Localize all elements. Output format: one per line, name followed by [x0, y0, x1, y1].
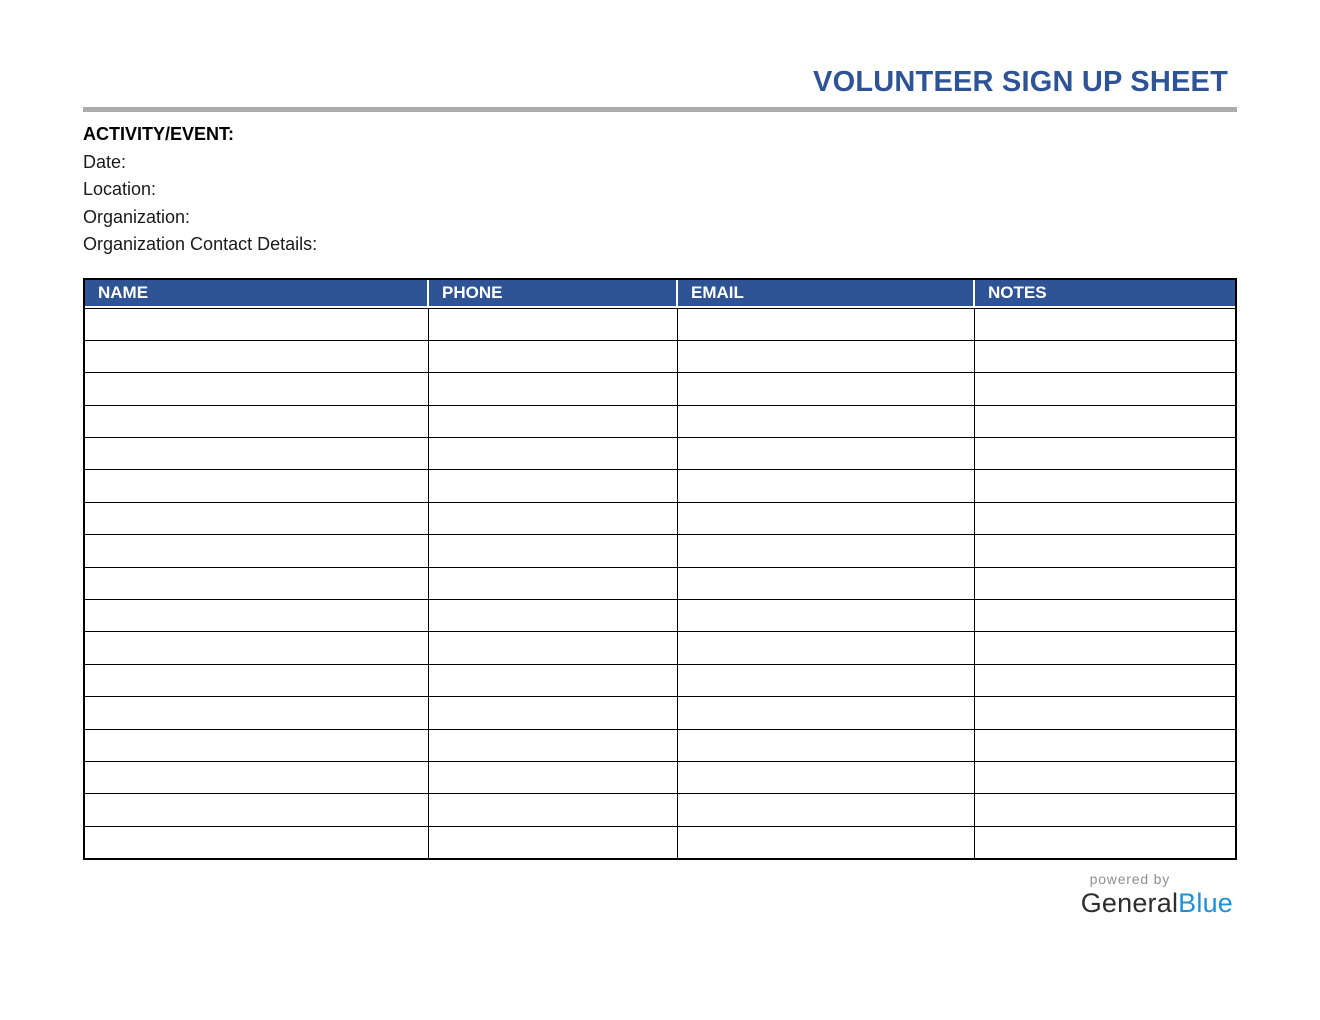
table-cell[interactable]: [85, 631, 429, 663]
table-cell[interactable]: [429, 502, 678, 534]
powered-by-text: powered by: [1089, 871, 1170, 888]
table-cell[interactable]: [678, 567, 975, 599]
column-header-name: NAME: [85, 280, 429, 308]
title-divider: [83, 107, 1237, 112]
table-row: [85, 761, 1235, 793]
table-cell[interactable]: [975, 567, 1235, 599]
table-cell[interactable]: [429, 664, 678, 696]
table-cell[interactable]: [678, 502, 975, 534]
table-cell[interactable]: [85, 372, 429, 404]
table-cell[interactable]: [429, 793, 678, 825]
table-row: [85, 631, 1235, 663]
date-label: Date:: [83, 151, 127, 172]
table-row: [85, 469, 1235, 501]
table-cell[interactable]: [975, 372, 1235, 404]
table-cell[interactable]: [429, 469, 678, 501]
table-cell[interactable]: [429, 340, 678, 372]
table-cell[interactable]: [85, 534, 429, 566]
table-cell[interactable]: [85, 340, 429, 372]
table-cell[interactable]: [429, 567, 678, 599]
table-cell[interactable]: [678, 308, 975, 340]
table-cell[interactable]: [678, 534, 975, 566]
table-cell[interactable]: [85, 793, 429, 825]
table-row: [85, 826, 1235, 858]
table-row: [85, 664, 1235, 696]
table-cell[interactable]: [85, 729, 429, 761]
table-cell[interactable]: [975, 793, 1235, 825]
table-cell[interactable]: [429, 372, 678, 404]
table-cell[interactable]: [975, 631, 1235, 663]
table-cell[interactable]: [678, 696, 975, 728]
header-row: [85, 280, 1235, 308]
table-cell[interactable]: [678, 761, 975, 793]
table-cell[interactable]: [975, 502, 1235, 534]
table-row: [85, 599, 1235, 631]
footer: [83, 871, 1237, 919]
info-block: [83, 121, 1237, 259]
table-cell[interactable]: [975, 599, 1235, 631]
signup-table: [83, 278, 1237, 861]
table-cell[interactable]: [975, 534, 1235, 566]
table-cell[interactable]: [678, 631, 975, 663]
table-cell[interactable]: [429, 308, 678, 340]
table-cell[interactable]: [85, 567, 429, 599]
table-cell[interactable]: [429, 405, 678, 437]
table-cell[interactable]: [85, 826, 429, 858]
table-cell[interactable]: [429, 599, 678, 631]
table-cell[interactable]: [975, 729, 1235, 761]
table-row: [85, 437, 1235, 469]
table-row: [85, 502, 1235, 534]
table-cell[interactable]: [85, 664, 429, 696]
table-cell[interactable]: [975, 437, 1235, 469]
brand-general-text: General: [1080, 888, 1179, 919]
table-cell[interactable]: [975, 761, 1235, 793]
table-cell[interactable]: [429, 631, 678, 663]
table-cell[interactable]: [429, 437, 678, 469]
organization-label: Organization:: [83, 206, 191, 227]
table-row: [85, 405, 1235, 437]
table-cell[interactable]: [678, 469, 975, 501]
table-row: [85, 372, 1235, 404]
table-row: [85, 793, 1235, 825]
table-header: [85, 280, 1235, 308]
column-header-email: EMAIL: [678, 280, 975, 308]
column-header-notes: NOTES: [975, 280, 1235, 308]
table-cell[interactable]: [85, 437, 429, 469]
table-cell[interactable]: [678, 826, 975, 858]
table-row: [85, 696, 1235, 728]
table-cell[interactable]: [678, 340, 975, 372]
table-cell[interactable]: [429, 761, 678, 793]
table-cell[interactable]: [429, 826, 678, 858]
organization-contact-details-label: Organization Contact Details:: [83, 234, 318, 254]
brand-blue-text: Blue: [1178, 888, 1233, 919]
table-cell[interactable]: [85, 469, 429, 501]
table-cell[interactable]: [85, 696, 429, 728]
table-cell[interactable]: [678, 437, 975, 469]
table-cell[interactable]: [85, 761, 429, 793]
table-cell[interactable]: [429, 729, 678, 761]
table-cell[interactable]: [975, 696, 1235, 728]
table-cell[interactable]: [975, 308, 1235, 340]
table-cell[interactable]: [678, 405, 975, 437]
table-cell[interactable]: [975, 405, 1235, 437]
table-row: [85, 340, 1235, 372]
table-cell[interactable]: [678, 372, 975, 404]
table-cell[interactable]: [975, 340, 1235, 372]
location-label: Location:: [83, 179, 157, 199]
table-row: [85, 534, 1235, 566]
table-cell[interactable]: [678, 793, 975, 825]
table-cell[interactable]: [975, 469, 1235, 501]
column-header-phone: PHONE: [429, 280, 678, 308]
table-row: [85, 567, 1235, 599]
table-row: [85, 308, 1235, 340]
table-cell[interactable]: [85, 405, 429, 437]
table-cell[interactable]: [975, 826, 1235, 858]
table-cell[interactable]: [678, 664, 975, 696]
table-cell[interactable]: [85, 308, 429, 340]
table-cell[interactable]: [429, 534, 678, 566]
table-cell[interactable]: [678, 599, 975, 631]
page-title: VOLUNTEER SIGN UP SHEET: [813, 66, 1228, 98]
table-cell[interactable]: [429, 696, 678, 728]
table-cell[interactable]: [85, 502, 429, 534]
generalblue-logo: [83, 888, 1237, 919]
table-cell[interactable]: [975, 664, 1235, 696]
table-body: [85, 308, 1235, 859]
activity-event-label: ACTIVITY/EVENT:: [83, 124, 235, 144]
table-row: [85, 729, 1235, 761]
table-cell[interactable]: [678, 729, 975, 761]
table-cell[interactable]: [85, 599, 429, 631]
